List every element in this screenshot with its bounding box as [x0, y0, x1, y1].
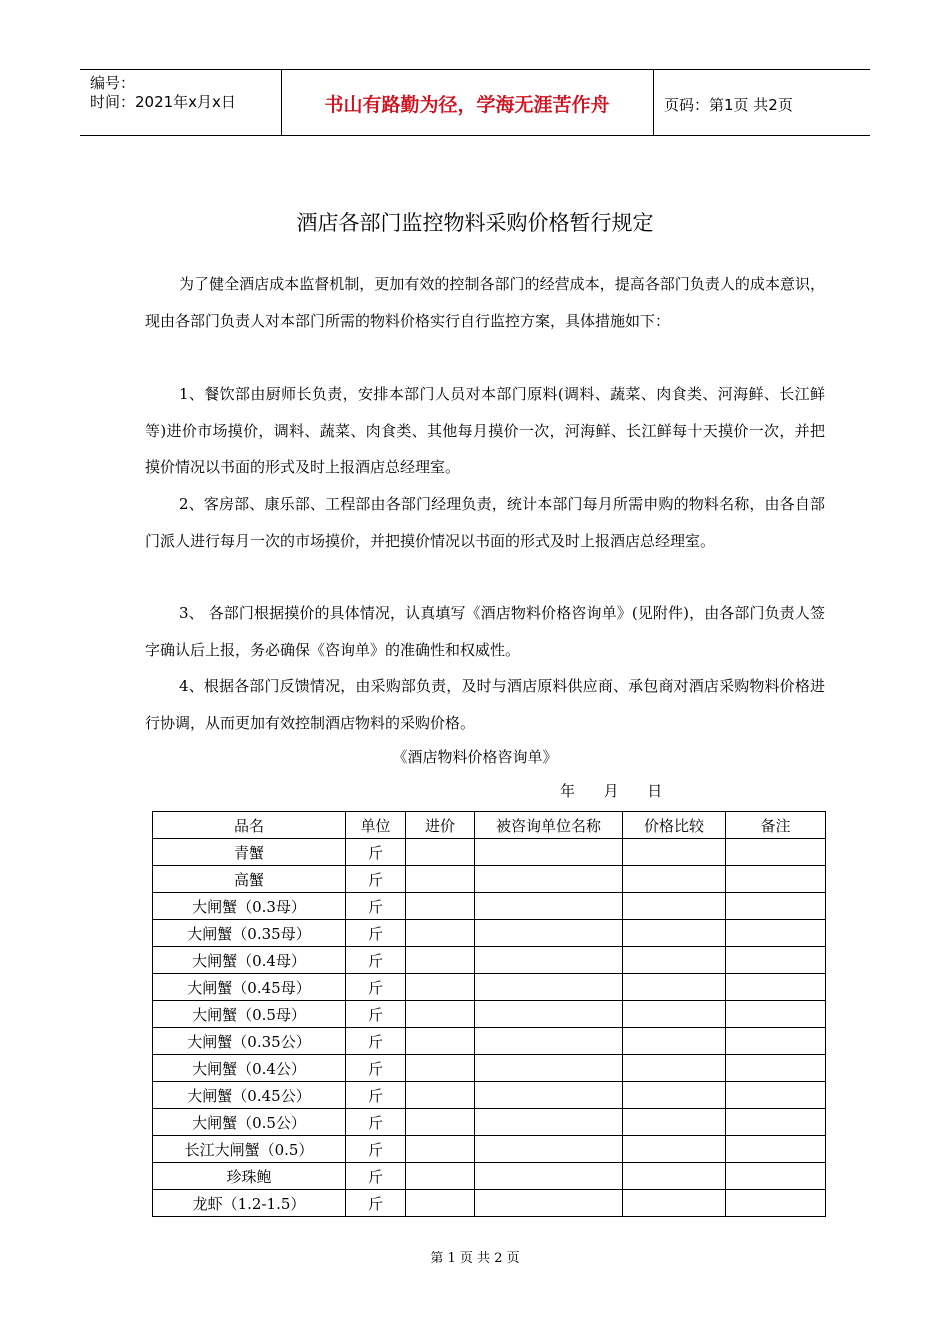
table-row: [153, 1001, 826, 1028]
unit-cell: 斤: [346, 974, 406, 1001]
item-name-cell: 高蟹: [153, 866, 346, 893]
unit-cell: 斤: [346, 1055, 406, 1082]
unit-cell: 斤: [346, 920, 406, 947]
table-row: [153, 1055, 826, 1082]
consulted-unit-cell[interactable]: [475, 1082, 623, 1109]
unit-cell: 斤: [346, 866, 406, 893]
consulted-unit-cell[interactable]: [475, 1190, 623, 1217]
paragraph-text: 3、 各部门根据摸价的具体情况，认真填写《酒店物料价格咨询单》(见附件)，由各部门负责人签字确认后上报，务必确保《咨询单》的准确性和权威性。: [145, 604, 825, 659]
item-name-cell: 大闸蟹（0.5公）: [153, 1109, 346, 1136]
unit-cell: 斤: [346, 1190, 406, 1217]
paragraph-text: 1、餐饮部由厨师长负责，安排本部门人员对本部门原料(调料、蔬菜、肉食类、河海鲜、长江鲜等)进价市场摸价，调料、蔬菜、肉食类、其他每月摸价一次，河海鲜、长江鲜每十天摸价一次，并把摸价情况以书面的形式及时上报酒店总经理室。: [145, 385, 825, 476]
column-header-remarks: 备注: [726, 812, 826, 839]
purchase-price-cell[interactable]: [406, 1109, 475, 1136]
price-comparison-cell[interactable]: [623, 1136, 726, 1163]
purchase-price-cell[interactable]: [406, 839, 475, 866]
table-row: [153, 1190, 826, 1217]
table-row: [153, 1163, 826, 1190]
purchase-price-cell[interactable]: [406, 1136, 475, 1163]
price-comparison-cell[interactable]: [623, 1028, 726, 1055]
price-comparison-cell[interactable]: [623, 1082, 726, 1109]
item-name-cell: 大闸蟹（0.4公）: [153, 1055, 346, 1082]
price-comparison-cell[interactable]: [623, 974, 726, 1001]
consulted-unit-cell[interactable]: [475, 839, 623, 866]
consulted-unit-cell[interactable]: [475, 1136, 623, 1163]
purchase-price-cell[interactable]: [406, 1055, 475, 1082]
price-comparison-cell[interactable]: [623, 1001, 726, 1028]
purchase-price-cell[interactable]: [406, 1163, 475, 1190]
purchase-price-cell[interactable]: [406, 947, 475, 974]
unit-cell: 斤: [346, 893, 406, 920]
purchase-price-cell[interactable]: [406, 1028, 475, 1055]
item-name-cell: 大闸蟹（0.35公）: [153, 1028, 346, 1055]
table-row: [153, 1028, 826, 1055]
unit-cell: 斤: [346, 1028, 406, 1055]
remarks-cell[interactable]: [726, 1163, 826, 1190]
column-header-consulted-unit: 被咨询单位名称: [475, 812, 623, 839]
paragraph-item-2: [145, 486, 825, 559]
remarks-cell[interactable]: [726, 1136, 826, 1163]
unit-cell: 斤: [346, 1163, 406, 1190]
unit-cell: 斤: [346, 1136, 406, 1163]
table-row: [153, 920, 826, 947]
price-comparison-cell[interactable]: [623, 920, 726, 947]
paragraph-text: 4、根据各部门反馈情况，由采购部负责，及时与酒店原料供应商、承包商对酒店采购物料价格进行协调，从而更加有效控制酒店物料的采购价格。: [145, 677, 825, 732]
remarks-cell[interactable]: [726, 1055, 826, 1082]
price-comparison-cell[interactable]: [623, 1109, 726, 1136]
remarks-cell[interactable]: [726, 920, 826, 947]
remarks-cell[interactable]: [726, 947, 826, 974]
item-name-cell: 珍珠鲍: [153, 1163, 346, 1190]
table-row: [153, 893, 826, 920]
price-comparison-cell[interactable]: [623, 1190, 726, 1217]
form-title: 《酒店物料价格咨询单》: [392, 748, 558, 766]
item-name-cell: 长江大闸蟹（0.5）: [153, 1136, 346, 1163]
table-row: [153, 866, 826, 893]
column-header-item-name: 品名: [153, 812, 346, 839]
item-name-cell: 大闸蟹（0.45公）: [153, 1082, 346, 1109]
consulted-unit-cell[interactable]: [475, 1109, 623, 1136]
remarks-cell[interactable]: [726, 1028, 826, 1055]
unit-cell: 斤: [346, 1001, 406, 1028]
table-row: [153, 839, 826, 866]
purchase-price-cell[interactable]: [406, 1082, 475, 1109]
document-title: 酒店各部门监控物料采购价格暂行规定: [296, 211, 654, 235]
document-number-label: 编号：: [90, 74, 136, 92]
unit-cell: 斤: [346, 839, 406, 866]
table-row: [153, 947, 826, 974]
column-header-purchase-price: 进价: [406, 812, 475, 839]
paragraph-item-1: [145, 376, 825, 486]
item-name-cell: 大闸蟹（0.5母）: [153, 1001, 346, 1028]
purchase-price-cell[interactable]: [406, 974, 475, 1001]
consulted-unit-cell[interactable]: [475, 866, 623, 893]
table-row: [153, 1109, 826, 1136]
price-comparison-cell[interactable]: [623, 1055, 726, 1082]
table-row: [153, 1136, 826, 1163]
purchase-price-cell[interactable]: [406, 1190, 475, 1217]
paragraph-intro: [145, 266, 825, 339]
consulted-unit-cell[interactable]: [475, 920, 623, 947]
motto: 书山有路勤为径，学海无涯苦作舟: [324, 94, 610, 116]
purchase-price-cell[interactable]: [406, 866, 475, 893]
header-page-info: 页码：第1页 共2页: [664, 96, 793, 114]
price-comparison-cell[interactable]: [623, 866, 726, 893]
column-header-price-comparison: 价格比较: [623, 812, 726, 839]
unit-cell: 斤: [346, 947, 406, 974]
item-name-cell: 青蟹: [153, 839, 346, 866]
item-name-cell: 大闸蟹（0.4母）: [153, 947, 346, 974]
price-comparison-cell[interactable]: [623, 947, 726, 974]
remarks-cell[interactable]: [726, 1082, 826, 1109]
table-row: [153, 974, 826, 1001]
remarks-cell[interactable]: [726, 974, 826, 1001]
paragraph-item-4: [145, 668, 825, 741]
remarks-cell[interactable]: [726, 866, 826, 893]
document-time-label: 时间：2021年x月x日: [90, 93, 236, 111]
remarks-cell[interactable]: [726, 839, 826, 866]
paragraph-item-3: [145, 595, 825, 668]
unit-cell: 斤: [346, 1109, 406, 1136]
paragraph-text: 为了健全酒店成本监督机制，更加有效的控制各部门的经营成本，提高各部门负责人的成本意识，现由各部门负责人对本部门所需的物料价格实行自行监控方案，具体措施如下：: [145, 275, 825, 330]
unit-cell: 斤: [346, 1082, 406, 1109]
header-bottom-rule: [80, 135, 870, 136]
item-name-cell: 大闸蟹（0.3母）: [153, 893, 346, 920]
table-header-row: [153, 812, 826, 839]
table-row: [153, 1082, 826, 1109]
remarks-cell[interactable]: [726, 1001, 826, 1028]
column-header-unit: 单位: [346, 812, 406, 839]
consulted-unit-cell[interactable]: [475, 1001, 623, 1028]
consulted-unit-cell[interactable]: [475, 1028, 623, 1055]
consulted-unit-cell[interactable]: [475, 1163, 623, 1190]
purchase-price-cell[interactable]: [406, 1001, 475, 1028]
purchase-price-cell[interactable]: [406, 893, 475, 920]
page-footer: 第 1 页 共 2 页: [430, 1251, 520, 1266]
form-date-line: 年 月 日: [560, 782, 663, 800]
item-name-cell: 龙虾（1.2-1.5）: [153, 1190, 346, 1217]
consulted-unit-cell[interactable]: [475, 893, 623, 920]
consulted-unit-cell[interactable]: [475, 1055, 623, 1082]
item-name-cell: 大闸蟹（0.35母）: [153, 920, 346, 947]
purchase-price-cell[interactable]: [406, 920, 475, 947]
price-comparison-cell[interactable]: [623, 1163, 726, 1190]
item-name-cell: 大闸蟹（0.45母）: [153, 974, 346, 1001]
remarks-cell[interactable]: [726, 893, 826, 920]
header-top-rule: [80, 69, 870, 70]
price-comparison-cell[interactable]: [623, 893, 726, 920]
price-comparison-cell[interactable]: [623, 839, 726, 866]
paragraph-text: 2、客房部、康乐部、工程部由各部门经理负责，统计本部门每月所需申购的物料名称，由各自部门派人进行每月一次的市场摸价，并把摸价情况以书面的形式及时上报酒店总经理室。: [145, 495, 825, 550]
remarks-cell[interactable]: [726, 1109, 826, 1136]
remarks-cell[interactable]: [726, 1190, 826, 1217]
price-inquiry-table: [152, 811, 826, 1217]
consulted-unit-cell[interactable]: [475, 974, 623, 1001]
header-divider-right: [653, 69, 654, 135]
consulted-unit-cell[interactable]: [475, 947, 623, 974]
